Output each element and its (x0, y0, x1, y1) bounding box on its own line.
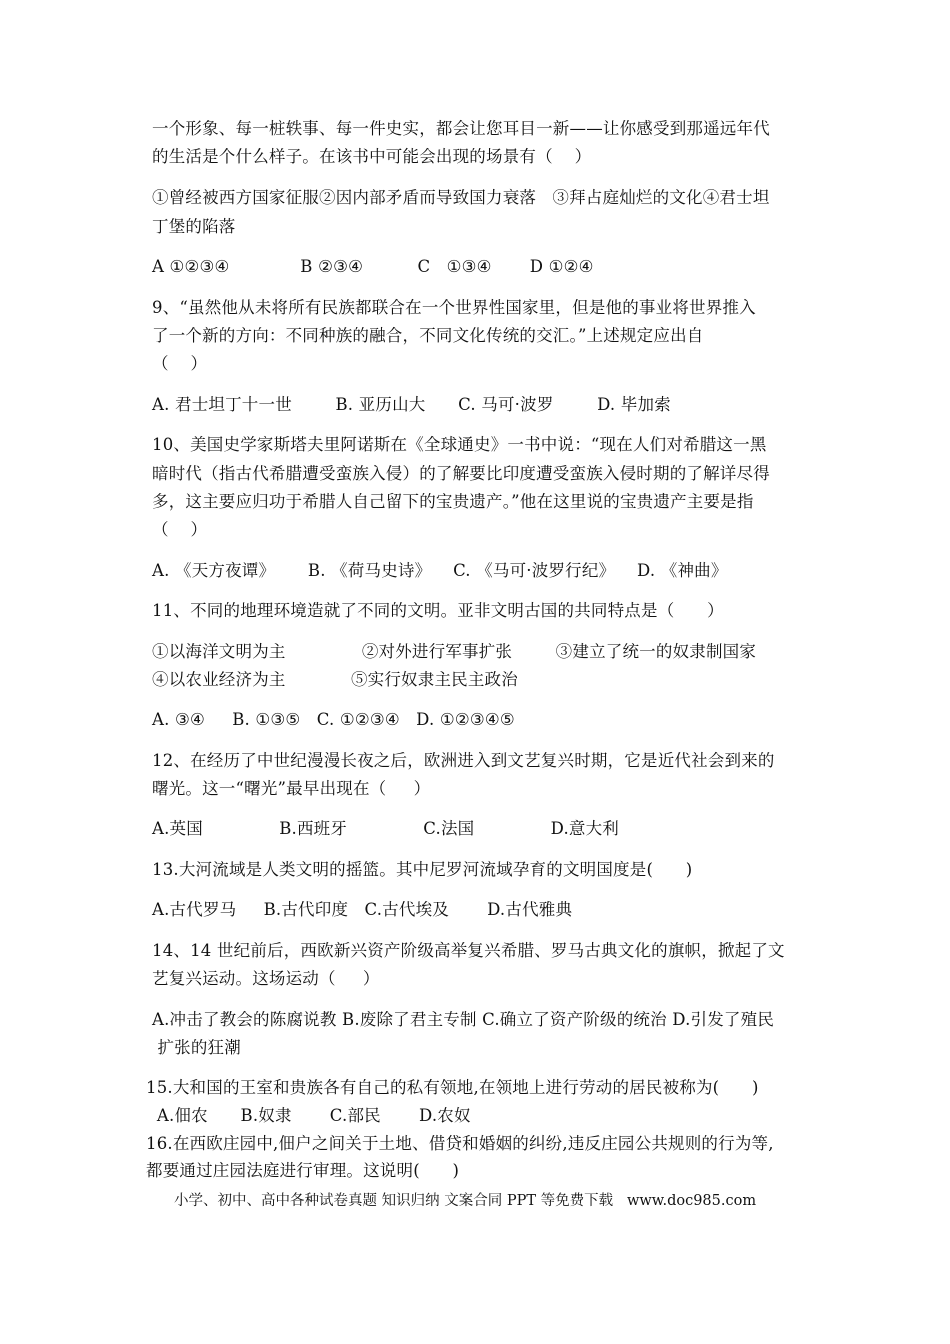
text-line: ①曾经被西方国家征服②因内部矛盾而导致国力衰落 ③拜占庭灿烂的文化④君士坦 (152, 188, 770, 207)
text-line: 丁堡的陷落 (152, 217, 236, 236)
text-line: A.冲击了教会的陈腐说教 B.废除了君主专制 C.确立了资产阶级的统治 D.引发了殖民 (152, 1010, 775, 1029)
text-line: 曙光。这一“曙光”最早出现在（ ） (152, 779, 431, 798)
text-line: A.佃农 B.奴隶 C.部民 D.农奴 (146, 1106, 471, 1125)
text-line: 了一个新的方向：不同种族的融合，不同文化传统的交汇。”上述规定应出自 (152, 326, 704, 345)
text-line: 14、14 世纪前后，西欧新兴资产阶级高举复兴希腊、罗马古典文化的旗帜，掀起了文 (152, 941, 785, 960)
text-line: 艺复兴运动。这场运动（ ） (152, 969, 380, 988)
text-line: 暗时代（指古代希腊遭受蛮族入侵）的了解要比印度遭受蛮族入侵时期的了解详尽得 (152, 464, 770, 483)
text-line: 13.大河流域是人类文明的摇篮。其中尼罗河流域孕育的文明国度是( ) (152, 860, 693, 879)
text-line: 一个形象、每一桩轶事、每一件史实，都会让您耳目一新——让你感受到那遥远年代 (152, 119, 770, 138)
text-line: 多，这主要应归功于希腊人自己留下的宝贵遗产。”他在这里说的宝贵遗产主要是指 (152, 492, 754, 511)
text-line: 15.大和国的王室和贵族各有自己的私有领地,在领地上进行劳动的居民被称为( ) (146, 1078, 759, 1097)
text-line: （ ） (152, 520, 208, 539)
text-line: 都要通过庄园法庭进行审理。这说明( ) (146, 1161, 460, 1180)
text-line: 11、不同的地理环境造就了不同的文明。亚非文明古国的共同特点是（ ） (152, 601, 724, 620)
page-footer: 小学、初中、高中各种试卷真题 知识归纳 文案合同 PPT 等免费下载 www.doc985.com (174, 1193, 757, 1209)
text-line: （ ） (152, 354, 208, 373)
text-line: A.古代罗马 B.古代印度 C.古代埃及 D.古代雅典 (152, 900, 573, 919)
text-line: 的生活是个什么样子。在该书中可能会出现的场景有（ ） (152, 147, 592, 166)
text-line: A. 《天方夜谭》 B. 《荷马史诗》 C. 《马可·波罗行纪》 D. 《神曲》 (152, 561, 728, 580)
text-line: A.英国 B.西班牙 C.法国 D.意大利 (152, 819, 619, 838)
text-line: 扩张的狂潮 (152, 1038, 241, 1057)
text-line: ①以海洋文明为主 ②对外进行军事扩张 ③建立了统一的奴隶制国家 (152, 642, 757, 661)
text-line: A ①②③④ B ②③④ C ①③④ D ①②④ (152, 257, 594, 276)
text-line: 16.在西欧庄园中,佃户之间关于土地、借贷和婚姻的纠纷,违反庄园公共规则的行为等, (146, 1134, 774, 1153)
text-line: 10、美国史学家斯塔夫里阿诺斯在《全球通史》一书中说：“现在人们对希腊这一黑 (152, 435, 767, 454)
text-line: A. ③④ B. ①③⑤ C. ①②③④ D. ①②③④⑤ (152, 710, 515, 729)
text-line: A. 君士坦丁十一世 B. 亚历山大 C. 马可·波罗 D. 毕加索 (152, 395, 671, 414)
text-line: 9、“虽然他从未将所有民族都联合在一个世界性国家里，但是他的事业将世界推入 (152, 298, 756, 317)
text-line: 12、在经历了中世纪漫漫长夜之后，欧洲进入到文艺复兴时期，它是近代社会到来的 (152, 751, 775, 770)
text-line: ④以农业经济为主 ⑤实行奴隶主民主政治 (152, 670, 518, 689)
